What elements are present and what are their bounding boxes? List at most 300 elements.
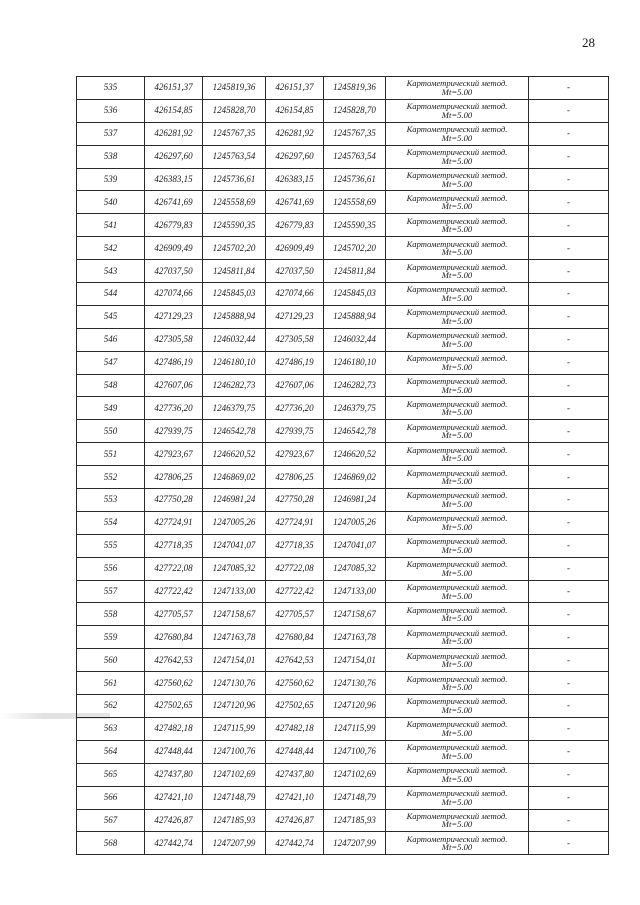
point-number-cell: 561 <box>77 672 145 695</box>
method-cell <box>386 99 529 122</box>
table-row <box>77 717 609 740</box>
y-coordinate-cell: 1247041,07 <box>324 534 386 557</box>
method-cell <box>386 809 529 832</box>
x-coordinate-cell: 427560,62 <box>266 672 324 695</box>
method-cell <box>386 740 529 763</box>
empty-mark-cell: - <box>529 351 609 374</box>
y-coordinate-cell: 1245819,36 <box>203 77 266 100</box>
y-coordinate-cell: 1246869,02 <box>324 466 386 489</box>
method-accuracy: Mt=5.00 <box>441 270 473 281</box>
x-coordinate-cell: 426741,69 <box>266 191 324 214</box>
x-coordinate-cell: 427923,67 <box>266 443 324 466</box>
y-coordinate-cell: 1245819,36 <box>324 77 386 100</box>
x-coordinate-cell: 426741,69 <box>145 191 203 214</box>
method-accuracy: Mt=5.00 <box>441 521 473 532</box>
method-name: Картометрический метод. <box>406 238 508 249</box>
method-cell <box>386 649 529 672</box>
empty-mark-cell: - <box>529 672 609 695</box>
table-body <box>77 77 609 855</box>
point-number-cell: 544 <box>77 283 145 306</box>
x-coordinate-cell: 427705,57 <box>266 603 324 626</box>
method-accuracy: Mt=5.00 <box>441 704 473 715</box>
coordinates-table <box>76 76 609 855</box>
x-coordinate-cell: 427482,18 <box>145 717 203 740</box>
method-cell <box>386 672 529 695</box>
y-coordinate-cell: 1247148,79 <box>203 786 266 809</box>
y-coordinate-cell: 1247158,67 <box>203 603 266 626</box>
y-coordinate-cell: 1245558,69 <box>324 191 386 214</box>
point-number-cell: 535 <box>77 77 145 100</box>
table-row <box>77 77 609 100</box>
empty-mark-cell: - <box>529 283 609 306</box>
table-row <box>77 191 609 214</box>
y-coordinate-cell: 1245811,84 <box>203 260 266 283</box>
point-number-cell: 565 <box>77 763 145 786</box>
method-name: Картометрический метод. <box>406 147 508 158</box>
y-coordinate-cell: 1246282,73 <box>324 374 386 397</box>
method-cell <box>386 397 529 420</box>
point-number-cell: 549 <box>77 397 145 420</box>
y-coordinate-cell: 1247207,99 <box>203 832 266 855</box>
y-coordinate-cell: 1245558,69 <box>203 191 266 214</box>
x-coordinate-cell: 427722,42 <box>266 580 324 603</box>
method-accuracy: Mt=5.00 <box>441 247 473 258</box>
x-coordinate-cell: 427037,50 <box>145 260 203 283</box>
x-coordinate-cell: 427806,25 <box>266 466 324 489</box>
method-cell <box>386 420 529 443</box>
method-name: Картометрический метод. <box>406 376 508 387</box>
y-coordinate-cell: 1247100,76 <box>324 740 386 763</box>
empty-mark-cell: - <box>529 443 609 466</box>
empty-mark-cell: - <box>529 717 609 740</box>
empty-mark-cell: - <box>529 420 609 443</box>
x-coordinate-cell: 427037,50 <box>266 260 324 283</box>
method-name: Картометрический метод. <box>406 124 508 135</box>
method-accuracy: Mt=5.00 <box>441 155 473 166</box>
empty-mark-cell: - <box>529 168 609 191</box>
method-accuracy: Mt=5.00 <box>441 384 473 395</box>
method-name: Картометрический метод. <box>406 192 508 203</box>
point-number-cell: 562 <box>77 695 145 718</box>
y-coordinate-cell: 1245767,35 <box>324 122 386 145</box>
point-number-cell: 537 <box>77 122 145 145</box>
y-coordinate-cell: 1245845,03 <box>324 283 386 306</box>
table-row <box>77 145 609 168</box>
point-number-cell: 554 <box>77 511 145 534</box>
y-coordinate-cell: 1245845,03 <box>203 283 266 306</box>
method-name: Картометрический метод. <box>406 78 508 89</box>
point-number-cell: 552 <box>77 466 145 489</box>
method-cell <box>386 305 529 328</box>
empty-mark-cell: - <box>529 695 609 718</box>
x-coordinate-cell: 427724,91 <box>266 511 324 534</box>
method-name: Картометрический метод. <box>406 604 508 615</box>
x-coordinate-cell: 427074,66 <box>266 283 324 306</box>
point-number-cell: 560 <box>77 649 145 672</box>
table-row <box>77 580 609 603</box>
method-name: Картометрический метод. <box>406 398 508 409</box>
empty-mark-cell: - <box>529 145 609 168</box>
x-coordinate-cell: 427502,65 <box>145 695 203 718</box>
y-coordinate-cell: 1247115,99 <box>324 717 386 740</box>
table-row <box>77 374 609 397</box>
x-coordinate-cell: 427718,35 <box>145 534 203 557</box>
x-coordinate-cell: 426779,83 <box>266 214 324 237</box>
method-accuracy: Mt=5.00 <box>441 819 473 830</box>
method-cell <box>386 168 529 191</box>
y-coordinate-cell: 1246180,10 <box>203 351 266 374</box>
x-coordinate-cell: 427736,20 <box>145 397 203 420</box>
method-cell <box>386 717 529 740</box>
y-coordinate-cell: 1245888,94 <box>324 305 386 328</box>
table-row <box>77 511 609 534</box>
x-coordinate-cell: 427502,65 <box>266 695 324 718</box>
x-coordinate-cell: 427750,28 <box>266 489 324 512</box>
x-coordinate-cell: 427448,44 <box>266 740 324 763</box>
empty-mark-cell: - <box>529 191 609 214</box>
x-coordinate-cell: 427426,87 <box>266 809 324 832</box>
x-coordinate-cell: 427642,53 <box>266 649 324 672</box>
table-row <box>77 351 609 374</box>
x-coordinate-cell: 426383,15 <box>145 168 203 191</box>
table-row <box>77 672 609 695</box>
y-coordinate-cell: 1247154,01 <box>324 649 386 672</box>
x-coordinate-cell: 426281,92 <box>145 122 203 145</box>
method-accuracy: Mt=5.00 <box>441 201 473 212</box>
method-accuracy: Mt=5.00 <box>441 842 473 853</box>
method-accuracy: Mt=5.00 <box>441 292 473 303</box>
x-coordinate-cell: 427705,57 <box>145 603 203 626</box>
point-number-cell: 546 <box>77 328 145 351</box>
y-coordinate-cell: 1247130,76 <box>203 672 266 695</box>
method-name: Картометрический метод. <box>406 673 508 684</box>
table-row <box>77 740 609 763</box>
method-accuracy: Mt=5.00 <box>441 109 473 120</box>
method-accuracy: Mt=5.00 <box>441 727 473 738</box>
point-number-cell: 558 <box>77 603 145 626</box>
table-row <box>77 763 609 786</box>
table-row <box>77 786 609 809</box>
x-coordinate-cell: 426154,85 <box>266 99 324 122</box>
method-accuracy: Mt=5.00 <box>441 750 473 761</box>
x-coordinate-cell: 427437,80 <box>266 763 324 786</box>
empty-mark-cell: - <box>529 305 609 328</box>
method-name: Картометрический метод. <box>406 284 508 295</box>
y-coordinate-cell: 1245767,35 <box>203 122 266 145</box>
x-coordinate-cell: 426151,37 <box>145 77 203 100</box>
x-coordinate-cell: 427305,58 <box>266 328 324 351</box>
y-coordinate-cell: 1245736,61 <box>203 168 266 191</box>
y-coordinate-cell: 1247005,26 <box>203 511 266 534</box>
x-coordinate-cell: 427718,35 <box>266 534 324 557</box>
x-coordinate-cell: 427560,62 <box>145 672 203 695</box>
table-row <box>77 695 609 718</box>
method-cell <box>386 145 529 168</box>
empty-mark-cell: - <box>529 214 609 237</box>
x-coordinate-cell: 427305,58 <box>145 328 203 351</box>
method-accuracy: Mt=5.00 <box>441 773 473 784</box>
point-number-cell: 555 <box>77 534 145 557</box>
method-name: Картометрический метод. <box>406 444 508 455</box>
empty-mark-cell: - <box>529 397 609 420</box>
method-accuracy: Mt=5.00 <box>441 590 473 601</box>
table-row <box>77 305 609 328</box>
empty-mark-cell: - <box>529 603 609 626</box>
method-cell <box>386 328 529 351</box>
method-accuracy: Mt=5.00 <box>441 338 473 349</box>
method-accuracy: Mt=5.00 <box>441 430 473 441</box>
x-coordinate-cell: 427442,74 <box>266 832 324 855</box>
table-row <box>77 534 609 557</box>
method-cell <box>386 466 529 489</box>
y-coordinate-cell: 1245888,94 <box>203 305 266 328</box>
x-coordinate-cell: 427442,74 <box>145 832 203 855</box>
method-cell <box>386 283 529 306</box>
table-row <box>77 809 609 832</box>
x-coordinate-cell: 427939,75 <box>145 420 203 443</box>
y-coordinate-cell: 1245702,20 <box>203 237 266 260</box>
table-row <box>77 626 609 649</box>
x-coordinate-cell: 427421,10 <box>145 786 203 809</box>
y-coordinate-cell: 1246869,02 <box>203 466 266 489</box>
table-row <box>77 237 609 260</box>
x-coordinate-cell: 427642,53 <box>145 649 203 672</box>
empty-mark-cell: - <box>529 237 609 260</box>
empty-mark-cell: - <box>529 122 609 145</box>
table-row <box>77 603 609 626</box>
y-coordinate-cell: 1246282,73 <box>203 374 266 397</box>
method-accuracy: Mt=5.00 <box>441 178 473 189</box>
method-cell <box>386 557 529 580</box>
y-coordinate-cell: 1246620,52 <box>203 443 266 466</box>
x-coordinate-cell: 426154,85 <box>145 99 203 122</box>
y-coordinate-cell: 1247133,00 <box>324 580 386 603</box>
y-coordinate-cell: 1246032,44 <box>203 328 266 351</box>
empty-mark-cell: - <box>529 557 609 580</box>
x-coordinate-cell: 427724,91 <box>145 511 203 534</box>
method-cell <box>386 763 529 786</box>
table-row <box>77 168 609 191</box>
point-number-cell: 568 <box>77 832 145 855</box>
method-cell <box>386 534 529 557</box>
y-coordinate-cell: 1247185,93 <box>203 809 266 832</box>
method-accuracy: Mt=5.00 <box>441 567 473 578</box>
method-cell <box>386 580 529 603</box>
method-accuracy: Mt=5.00 <box>441 659 473 670</box>
method-cell <box>386 191 529 214</box>
method-accuracy: Mt=5.00 <box>441 86 473 97</box>
y-coordinate-cell: 1246379,75 <box>324 397 386 420</box>
point-number-cell: 551 <box>77 443 145 466</box>
method-accuracy: Mt=5.00 <box>441 224 473 235</box>
table-row <box>77 489 609 512</box>
point-number-cell: 567 <box>77 809 145 832</box>
method-cell <box>386 603 529 626</box>
method-name: Картометрический метод. <box>406 582 508 593</box>
method-name: Картометрический метод. <box>406 765 508 776</box>
y-coordinate-cell: 1247085,32 <box>324 557 386 580</box>
empty-mark-cell: - <box>529 511 609 534</box>
x-coordinate-cell: 427722,42 <box>145 580 203 603</box>
empty-mark-cell: - <box>529 466 609 489</box>
x-coordinate-cell: 427750,28 <box>145 489 203 512</box>
method-cell <box>386 374 529 397</box>
x-coordinate-cell: 426383,15 <box>266 168 324 191</box>
empty-mark-cell: - <box>529 99 609 122</box>
method-cell <box>386 489 529 512</box>
y-coordinate-cell: 1245763,54 <box>324 145 386 168</box>
empty-mark-cell: - <box>529 626 609 649</box>
table-row <box>77 122 609 145</box>
method-name: Картометрический метод. <box>406 627 508 638</box>
x-coordinate-cell: 426909,49 <box>266 237 324 260</box>
x-coordinate-cell: 426151,37 <box>266 77 324 100</box>
y-coordinate-cell: 1245590,35 <box>203 214 266 237</box>
y-coordinate-cell: 1246032,44 <box>324 328 386 351</box>
empty-mark-cell: - <box>529 374 609 397</box>
y-coordinate-cell: 1247130,76 <box>324 672 386 695</box>
y-coordinate-cell: 1246379,75 <box>203 397 266 420</box>
y-coordinate-cell: 1247163,78 <box>324 626 386 649</box>
table-row <box>77 649 609 672</box>
method-name: Картометрический метод. <box>406 559 508 570</box>
x-coordinate-cell: 427736,20 <box>266 397 324 420</box>
y-coordinate-cell: 1245702,20 <box>324 237 386 260</box>
method-cell <box>386 511 529 534</box>
point-number-cell: 540 <box>77 191 145 214</box>
empty-mark-cell: - <box>529 786 609 809</box>
method-name: Картометрический метод. <box>406 490 508 501</box>
x-coordinate-cell: 427923,67 <box>145 443 203 466</box>
empty-mark-cell: - <box>529 740 609 763</box>
method-name: Картометрический метод. <box>406 833 508 844</box>
y-coordinate-cell: 1247085,32 <box>203 557 266 580</box>
x-coordinate-cell: 427426,87 <box>145 809 203 832</box>
method-accuracy: Mt=5.00 <box>441 315 473 326</box>
method-cell <box>386 122 529 145</box>
point-number-cell: 559 <box>77 626 145 649</box>
y-coordinate-cell: 1247120,96 <box>203 695 266 718</box>
empty-mark-cell: - <box>529 260 609 283</box>
table-row <box>77 466 609 489</box>
method-accuracy: Mt=5.00 <box>441 796 473 807</box>
method-name: Картометрический метод. <box>406 215 508 226</box>
x-coordinate-cell: 427482,18 <box>266 717 324 740</box>
x-coordinate-cell: 427722,08 <box>266 557 324 580</box>
point-number-cell: 553 <box>77 489 145 512</box>
x-coordinate-cell: 427722,08 <box>145 557 203 580</box>
point-number-cell: 547 <box>77 351 145 374</box>
method-cell <box>386 695 529 718</box>
y-coordinate-cell: 1247102,69 <box>203 763 266 786</box>
method-cell <box>386 77 529 100</box>
method-name: Картометрический метод. <box>406 261 508 272</box>
point-number-cell: 542 <box>77 237 145 260</box>
y-coordinate-cell: 1247163,78 <box>203 626 266 649</box>
x-coordinate-cell: 427486,19 <box>266 351 324 374</box>
point-number-cell: 557 <box>77 580 145 603</box>
method-name: Картометрический метод. <box>406 421 508 432</box>
x-coordinate-cell: 426779,83 <box>145 214 203 237</box>
point-number-cell: 539 <box>77 168 145 191</box>
y-coordinate-cell: 1245736,61 <box>324 168 386 191</box>
point-number-cell: 548 <box>77 374 145 397</box>
method-cell <box>386 626 529 649</box>
x-coordinate-cell: 426281,92 <box>266 122 324 145</box>
method-name: Картометрический метод. <box>406 742 508 753</box>
y-coordinate-cell: 1246981,24 <box>324 489 386 512</box>
method-name: Картометрический метод. <box>406 719 508 730</box>
x-coordinate-cell: 426909,49 <box>145 237 203 260</box>
method-name: Картометрический метод. <box>406 353 508 364</box>
y-coordinate-cell: 1245828,70 <box>203 99 266 122</box>
method-accuracy: Mt=5.00 <box>441 476 473 487</box>
method-name: Картометрический метод. <box>406 513 508 524</box>
table-row <box>77 283 609 306</box>
table-row <box>77 260 609 283</box>
method-name: Картометрический метод. <box>406 788 508 799</box>
method-cell <box>386 832 529 855</box>
x-coordinate-cell: 427680,84 <box>266 626 324 649</box>
x-coordinate-cell: 427806,25 <box>145 466 203 489</box>
empty-mark-cell: - <box>529 832 609 855</box>
x-coordinate-cell: 427607,06 <box>266 374 324 397</box>
method-cell <box>386 214 529 237</box>
point-number-cell: 543 <box>77 260 145 283</box>
method-accuracy: Mt=5.00 <box>441 613 473 624</box>
y-coordinate-cell: 1247154,01 <box>203 649 266 672</box>
method-cell <box>386 786 529 809</box>
method-accuracy: Mt=5.00 <box>441 636 473 647</box>
point-number-cell: 564 <box>77 740 145 763</box>
empty-mark-cell: - <box>529 534 609 557</box>
y-coordinate-cell: 1247120,96 <box>324 695 386 718</box>
x-coordinate-cell: 427486,19 <box>145 351 203 374</box>
point-number-cell: 566 <box>77 786 145 809</box>
method-cell <box>386 260 529 283</box>
empty-mark-cell: - <box>529 489 609 512</box>
y-coordinate-cell: 1247133,00 <box>203 580 266 603</box>
y-coordinate-cell: 1245828,70 <box>324 99 386 122</box>
method-name: Картометрический метод. <box>406 307 508 318</box>
empty-mark-cell: - <box>529 77 609 100</box>
x-coordinate-cell: 427448,44 <box>145 740 203 763</box>
empty-mark-cell: - <box>529 809 609 832</box>
method-accuracy: Mt=5.00 <box>441 498 473 509</box>
x-coordinate-cell: 427939,75 <box>266 420 324 443</box>
point-number-cell: 538 <box>77 145 145 168</box>
table-row <box>77 832 609 855</box>
method-cell <box>386 237 529 260</box>
method-name: Картометрический метод. <box>406 810 508 821</box>
method-accuracy: Mt=5.00 <box>441 682 473 693</box>
table-row <box>77 99 609 122</box>
point-number-cell: 550 <box>77 420 145 443</box>
method-name: Картометрический метод. <box>406 330 508 341</box>
x-coordinate-cell: 427421,10 <box>266 786 324 809</box>
y-coordinate-cell: 1247148,79 <box>324 786 386 809</box>
x-coordinate-cell: 427129,23 <box>266 305 324 328</box>
method-name: Картометрический метод. <box>406 170 508 180</box>
table-row <box>77 443 609 466</box>
method-name: Картометрический метод. <box>406 536 508 547</box>
method-name: Картометрический метод. <box>406 467 508 478</box>
empty-mark-cell: - <box>529 328 609 351</box>
method-name: Картометрический метод. <box>406 696 508 707</box>
y-coordinate-cell: 1245763,54 <box>203 145 266 168</box>
x-coordinate-cell: 427129,23 <box>145 305 203 328</box>
y-coordinate-cell: 1247115,99 <box>203 717 266 740</box>
